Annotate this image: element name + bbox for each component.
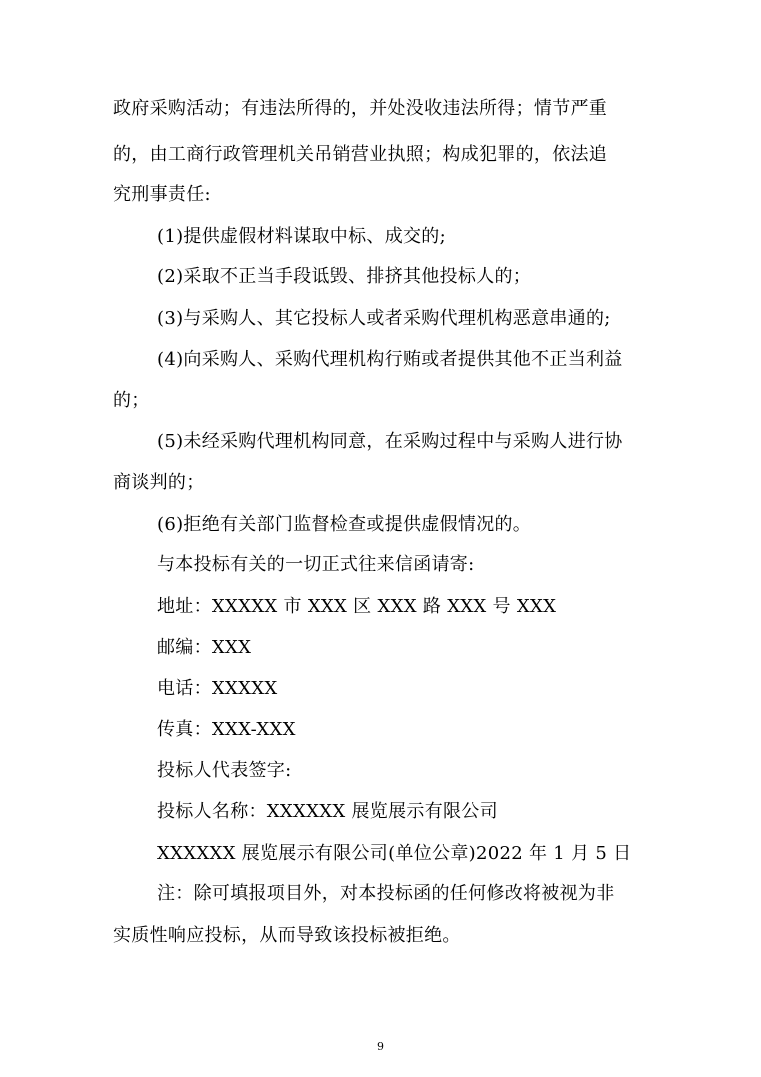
list-item-6: (6)拒绝有关部门监督检查或提供虚假情况的。 [157, 514, 532, 535]
list-item-4: (4)向采购人、采购代理机构行贿或者提供其他不正当利益 [157, 349, 623, 370]
address-line: 地址：XXXXX 市 XXX 区 XXX 路 XXX 号 XXX [157, 596, 557, 617]
bidder-name-line: 投标人名称：XXXXXX 展览展示有限公司 [157, 801, 498, 822]
list-item-4-continuation: 的； [113, 390, 150, 411]
body-line-3: 究刑事责任: [113, 184, 211, 205]
phone-line: 电话：XXXXX [157, 678, 278, 699]
company-seal-date-line: XXXXXX 展览展示有限公司(单位公章)2022 年 1 月 5 日 [157, 843, 632, 864]
list-item-1: (1)提供虚假材料谋取中标、成交的; [157, 226, 446, 247]
list-item-5: (5)未经采购代理机构同意，在采购过程中与采购人进行协 [157, 431, 623, 452]
fax-line: 传真：XXX-XXX [157, 719, 296, 740]
postcode-line: 邮编：XXX [157, 637, 252, 658]
list-item-3: (3)与采购人、其它投标人或者采购代理机构恶意串通的; [157, 308, 611, 329]
body-line-1: 政府采购活动；有违法所得的，并处没收违法所得；情节严重 [113, 98, 608, 119]
representative-signature-line: 投标人代表签字: [157, 760, 292, 781]
list-item-5-continuation: 商谈判的； [113, 472, 205, 493]
list-item-2: (2)采取不正当手段诋毁、排挤其他投标人的； [157, 266, 532, 287]
note-line-1: 注：除可填报项目外，对本投标函的任何修改将被视为非 [157, 883, 615, 904]
note-line-2: 实质性响应投标，从而导致该投标被拒绝。 [113, 925, 461, 946]
correspondence-intro: 与本投标有关的一切正式往来信函请寄: [157, 554, 475, 575]
page-number: 9 [377, 1040, 384, 1053]
body-line-2: 的，由工商行政管理机关吊销营业执照；构成犯罪的，依法追 [113, 144, 608, 165]
